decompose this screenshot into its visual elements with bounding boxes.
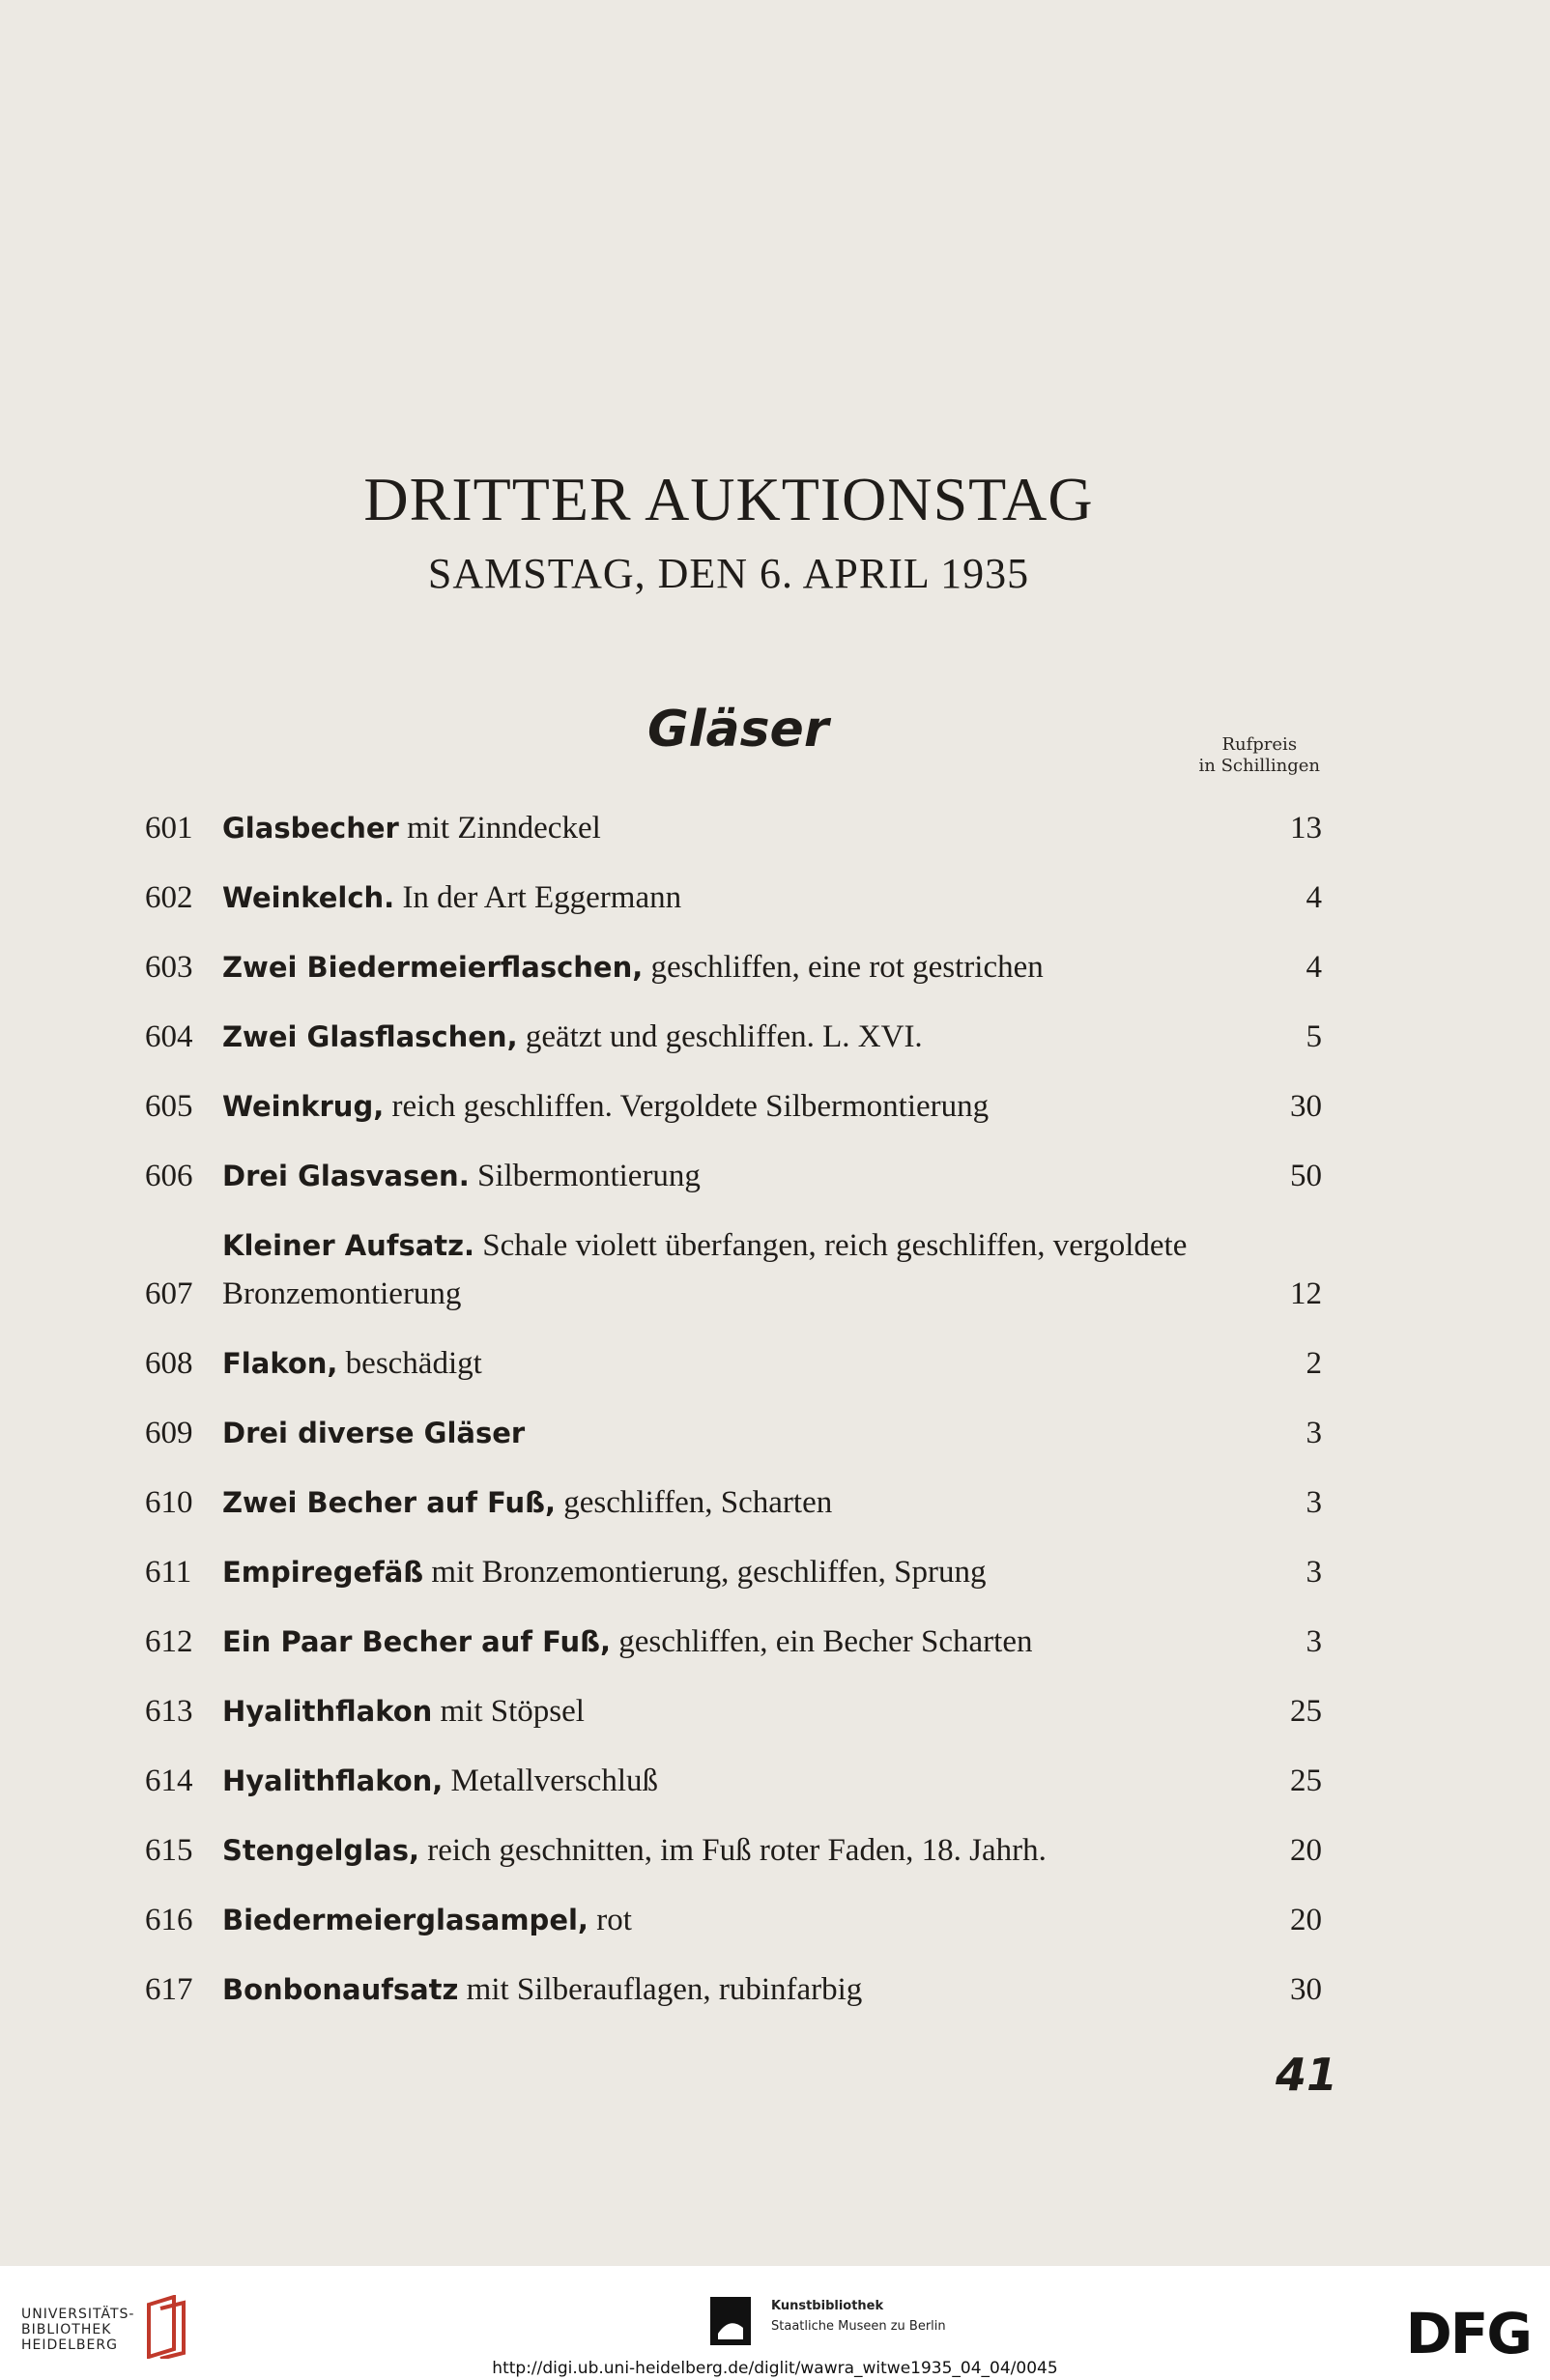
lot-row: [145, 1152, 1322, 1200]
lot-row: [145, 874, 1322, 922]
lot-number: 605: [145, 1089, 193, 1124]
lot-number: 616: [145, 1903, 193, 1937]
lot-row: [145, 1013, 1322, 1061]
lot-title: Zwei Glasflaschen,: [222, 1020, 518, 1053]
lot-title: Weinkelch.: [222, 881, 395, 914]
lot-price: 3: [1306, 1485, 1322, 1520]
lot-row: [145, 1221, 1322, 1318]
lot-number: 617: [145, 1972, 193, 2007]
lot-number: 609: [145, 1416, 193, 1450]
page-title: DRITTER AUKTIONSTAG: [363, 465, 1094, 533]
lot-number: 601: [145, 811, 193, 846]
lot-description: [222, 1826, 1264, 1875]
lot-title: Drei diverse Gläser: [222, 1417, 526, 1449]
lot-number: 613: [145, 1694, 193, 1729]
lot-details: geätzt und geschliffen. L. XVI.: [517, 1019, 923, 1054]
lot-row: [145, 943, 1322, 991]
page-number: 41: [1276, 2049, 1338, 2101]
lot-number: 612: [145, 1624, 193, 1659]
lot-number: 604: [145, 1019, 193, 1054]
lot-price: 20: [1290, 1903, 1322, 1937]
lot-price: 2: [1306, 1346, 1322, 1381]
lot-details: Schale violett überfangen, reich geschliffen, vergoldete Bronzemontierung: [222, 1228, 1188, 1311]
lot-description: [222, 1687, 1264, 1735]
lot-description: [222, 1409, 1264, 1457]
lot-title: Hyalithflakon: [222, 1695, 433, 1728]
lot-description: [222, 1152, 1264, 1200]
lot-description: [222, 1757, 1264, 1805]
lot-number: 603: [145, 950, 193, 985]
lot-number: 614: [145, 1763, 193, 1798]
lot-details: mit Bronzemontierung, geschliffen, Sprung: [423, 1555, 987, 1590]
lot-description: [222, 804, 1264, 852]
lot-number: 610: [145, 1485, 193, 1520]
lot-row: [145, 804, 1322, 852]
lot-price: 12: [1290, 1276, 1322, 1311]
lot-row: [145, 1082, 1322, 1131]
university-emblem-icon: [145, 2295, 189, 2359]
lot-title: Zwei Becher auf Fuß,: [222, 1486, 557, 1519]
lot-description: [222, 1082, 1264, 1131]
kb-subtitle: Staatliche Museen zu Berlin: [771, 2319, 946, 2334]
lot-row: [145, 1965, 1322, 2014]
lot-row: [145, 1826, 1322, 1875]
lot-details: reich geschnitten, im Fuß roter Faden, 18. Jahrh.: [418, 1833, 1047, 1868]
lot-price: 5: [1306, 1019, 1322, 1054]
lot-price: 20: [1290, 1833, 1322, 1868]
lot-price: 50: [1290, 1159, 1322, 1193]
lot-details: Silbermontierung: [469, 1159, 701, 1193]
lot-description: [222, 943, 1264, 991]
lot-price: 25: [1290, 1694, 1322, 1729]
dfg-logo: DFG: [1405, 2301, 1531, 2366]
lot-description: [222, 1965, 1264, 2014]
price-header-line-1: Rufpreis: [1221, 734, 1298, 755]
lot-price: 30: [1290, 1089, 1322, 1124]
uni-logo-line: HEIDELBERG: [21, 2337, 118, 2353]
lot-description: [222, 1618, 1264, 1666]
lot-description: [222, 1221, 1264, 1318]
lot-list: [145, 804, 1322, 2035]
lot-title: Biedermeierglasampel,: [222, 1904, 588, 1936]
lot-description: [222, 874, 1264, 922]
page-subtitle: SAMSTAG, DEN 6. APRIL 1935: [427, 550, 1030, 597]
digitization-footer: [0, 2266, 1550, 2380]
lot-title: Empiregefäß: [222, 1556, 424, 1589]
source-url-link[interactable]: http://digi.ub.uni-heidelberg.de/diglit/wawra_witwe1935_04_04/0045: [492, 2359, 1058, 2378]
university-library-logo: [21, 2307, 134, 2353]
lot-description: [222, 1339, 1264, 1388]
lot-row: [145, 1409, 1322, 1457]
lot-title: Stengelglas,: [222, 1834, 419, 1867]
lot-title: Zwei Biedermeierflaschen,: [222, 951, 644, 984]
lot-title: Flakon,: [222, 1347, 338, 1380]
lot-price: 3: [1306, 1624, 1322, 1659]
lot-number: 611: [145, 1555, 192, 1590]
lot-price: 25: [1290, 1763, 1322, 1798]
lot-row: [145, 1896, 1322, 1944]
lot-title: Hyalithflakon,: [222, 1764, 444, 1797]
price-column-header: [1199, 734, 1320, 777]
uni-logo-line: BIBLIOTHEK: [21, 2322, 112, 2337]
uni-logo-line: UNIVERSITÄTS-: [21, 2307, 135, 2322]
lot-details: In der Art Eggermann: [394, 880, 682, 915]
lot-title: Ein Paar Becher auf Fuß,: [222, 1625, 611, 1658]
lot-row: [145, 1548, 1322, 1596]
lot-row: [145, 1687, 1322, 1735]
lot-number: 602: [145, 880, 193, 915]
kunstbibliothek-emblem-icon: [708, 2295, 753, 2347]
lot-details: geschliffen, ein Becher Scharten: [611, 1624, 1033, 1659]
lot-price: 30: [1290, 1972, 1322, 2007]
lot-number: 615: [145, 1833, 193, 1868]
lot-description: [222, 1548, 1264, 1596]
lot-row: [145, 1339, 1322, 1388]
lot-title: Bonbonaufsatz: [222, 1973, 459, 2006]
lot-price: 3: [1306, 1555, 1322, 1590]
lot-price: 13: [1290, 811, 1322, 846]
lot-details: Metallverschluß: [443, 1763, 658, 1798]
section-heading: Gläser: [647, 701, 829, 759]
lot-row: [145, 1757, 1322, 1805]
lot-details: geschliffen, Scharten: [556, 1485, 833, 1520]
lot-details: mit Zinndeckel: [398, 811, 601, 846]
lot-number: 608: [145, 1346, 193, 1381]
kunstbibliothek-label: [771, 2299, 946, 2334]
lot-row: [145, 1478, 1322, 1527]
lot-description: [222, 1896, 1264, 1944]
lot-price: 3: [1306, 1416, 1322, 1450]
kb-name: Kunstbibliothek: [771, 2299, 884, 2313]
lot-price: 4: [1306, 950, 1322, 985]
lot-details: mit Stöpsel: [432, 1694, 585, 1729]
lot-price: 4: [1306, 880, 1322, 915]
lot-details: reich geschliffen. Vergoldete Silbermontierung: [384, 1089, 990, 1124]
lot-title: Weinkrug,: [222, 1090, 385, 1123]
lot-row: [145, 1618, 1322, 1666]
lot-details: beschädigt: [337, 1346, 482, 1381]
lot-details: rot: [588, 1903, 632, 1937]
lot-title: Glasbecher: [222, 812, 399, 845]
lot-title: Drei Glasvasen.: [222, 1160, 470, 1192]
price-header-line-2: in Schillingen: [1198, 756, 1320, 776]
lot-title: Kleiner Aufsatz.: [222, 1229, 475, 1262]
lot-number: 606: [145, 1159, 193, 1193]
lot-description: [222, 1013, 1264, 1061]
lot-details: geschliffen, eine rot gestrichen: [643, 950, 1044, 985]
lot-description: [222, 1478, 1264, 1527]
lot-number: 607: [145, 1276, 193, 1311]
lot-details: mit Silberauflagen, rubinfarbig: [458, 1972, 863, 2007]
